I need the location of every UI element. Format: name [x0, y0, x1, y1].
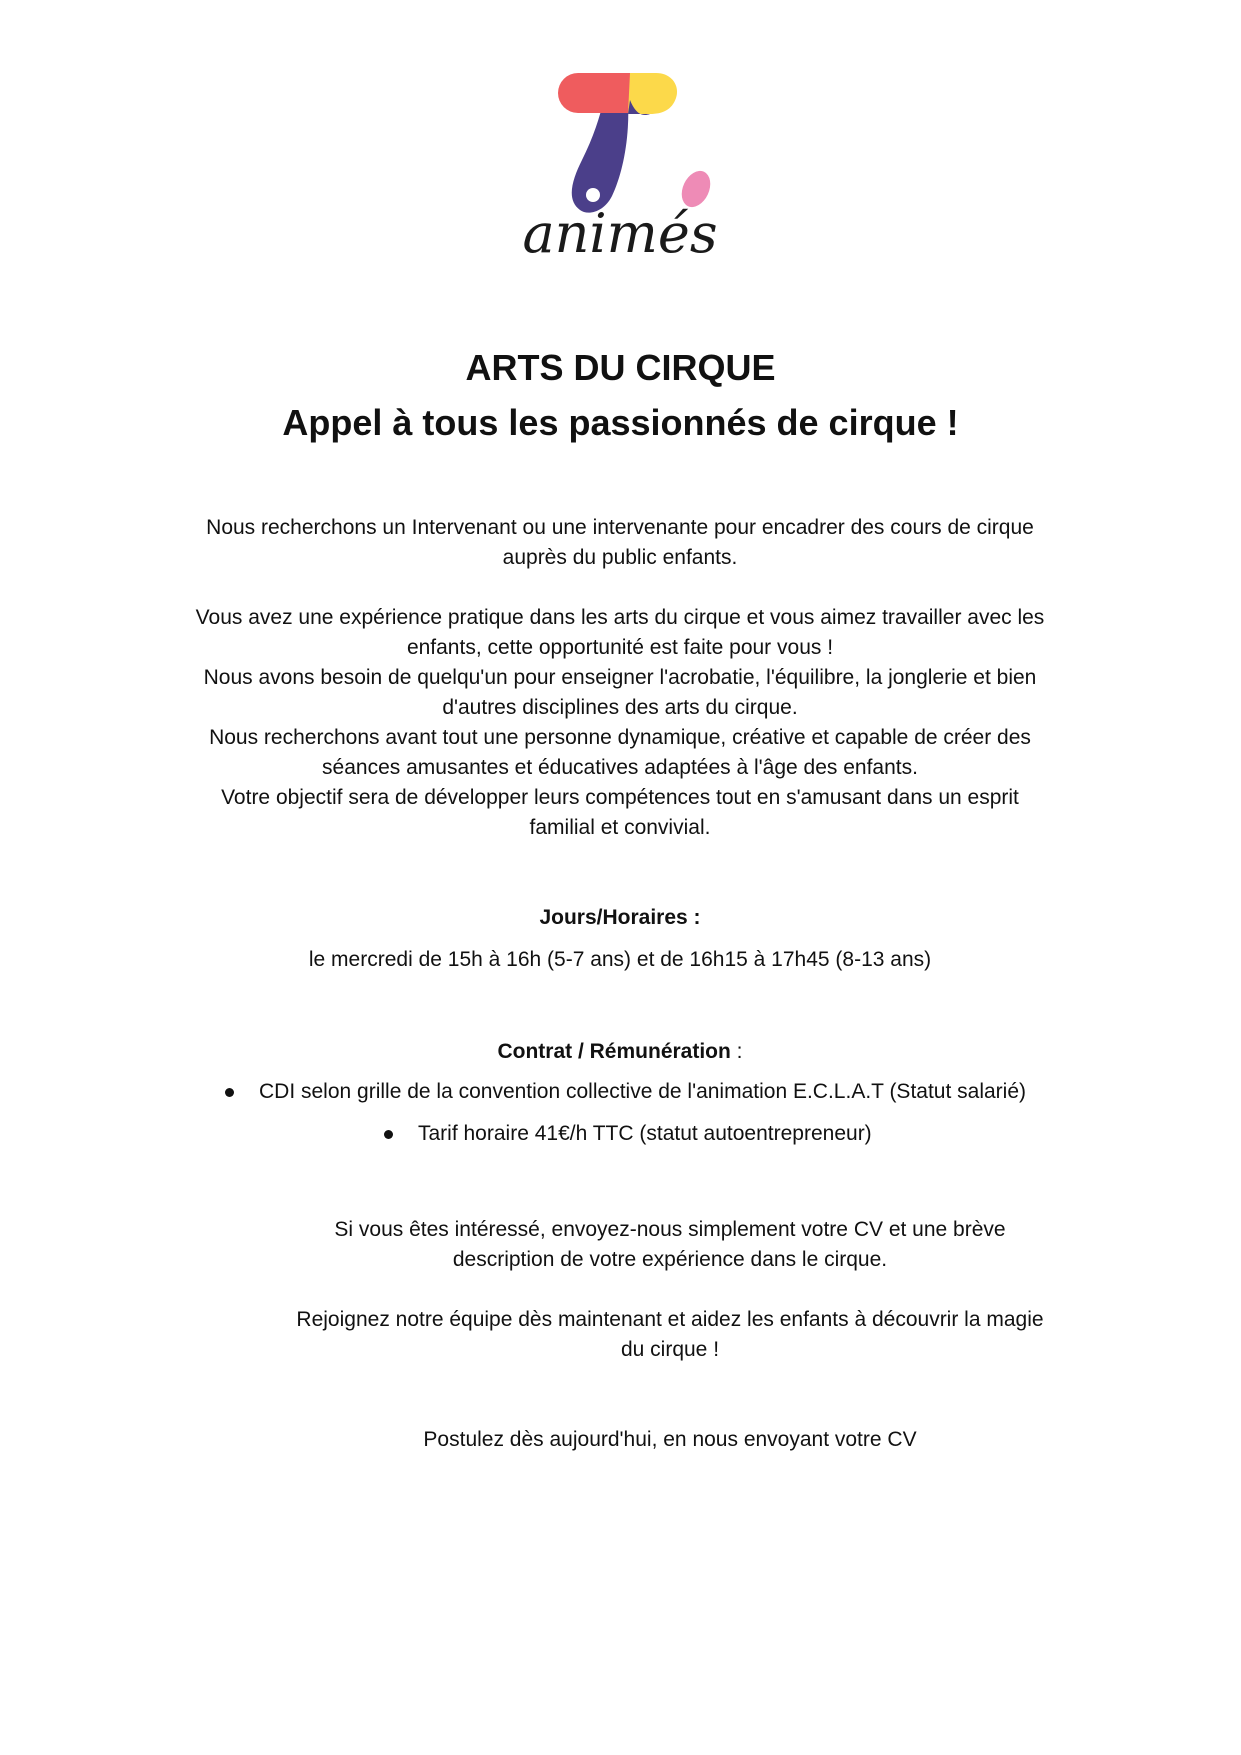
intro-line-1: Nous recherchons un Intervenant ou une intervenante pour encadrer des cours de cirque: [206, 516, 1034, 539]
intro-line-2: auprès du public enfants.: [502, 546, 738, 569]
contract-label: Contrat / Rémunération: [497, 1040, 731, 1063]
contract-item: Tarif horaire 41€/h TTC (statut autoentrepreneur): [418, 1122, 872, 1145]
logo-wordmark: animés: [522, 202, 718, 265]
body-line: familial et convivial.: [529, 816, 711, 839]
schedule-text: le mercredi de 15h à 16h (5-7 ans) et de 16h15 à 17h45 (8-13 ans): [308, 948, 932, 971]
body-line: Votre objectif sera de développer leurs compétences tout en s'amusant dans un esprit: [221, 786, 1019, 809]
join-line-1: Rejoignez notre équipe dès maintenant et aidez les enfants à découvrir la magie: [296, 1308, 1044, 1331]
interest-line-2: description de votre expérience dans le cirque.: [452, 1248, 888, 1271]
page-subtitle: Appel à tous les passionnés de cirque !: [282, 402, 959, 443]
contract-item: CDI selon grille de la convention collective de l'animation E.C.L.A.T (Statut salarié): [259, 1080, 1026, 1103]
body-line: d'autres disciplines des arts du cirque.: [442, 696, 798, 719]
schedule-label: Jours/Horaires :: [539, 906, 701, 929]
contract-label-suffix: :: [730, 1040, 743, 1063]
page-title: ARTS DU CIRQUE: [465, 347, 776, 388]
body-line: Nous avons besoin de quelqu'un pour enseigner l'acrobatie, l'équilibre, la jonglerie et bien: [203, 666, 1037, 689]
interest-line-1: Si vous êtes intéressé, envoyez-nous simplement votre CV et une brève: [334, 1218, 1006, 1241]
logo-stem-shape: [572, 98, 629, 213]
contract-heading: [120, 1037, 1120, 1067]
body-line: Nous recherchons avant tout une personne dynamique, créative et capable de créer des: [209, 726, 1031, 749]
join-line-2: du cirque !: [620, 1338, 720, 1361]
animes-logo: [0, 0, 1241, 280]
body-line: séances amusantes et éducatives adaptées à l'âge des enfants.: [322, 756, 918, 779]
apply-line: Postulez dès aujourd'hui, en nous envoyant votre CV: [423, 1428, 917, 1451]
bullet-dot: [225, 1088, 234, 1097]
body-line: enfants, cette opportunité est faite pour vous !: [406, 636, 834, 659]
bullet-dot: [384, 1130, 393, 1139]
body-line: Vous avez une expérience pratique dans les arts du cirque et vous aimez travailler avec les: [195, 606, 1045, 629]
